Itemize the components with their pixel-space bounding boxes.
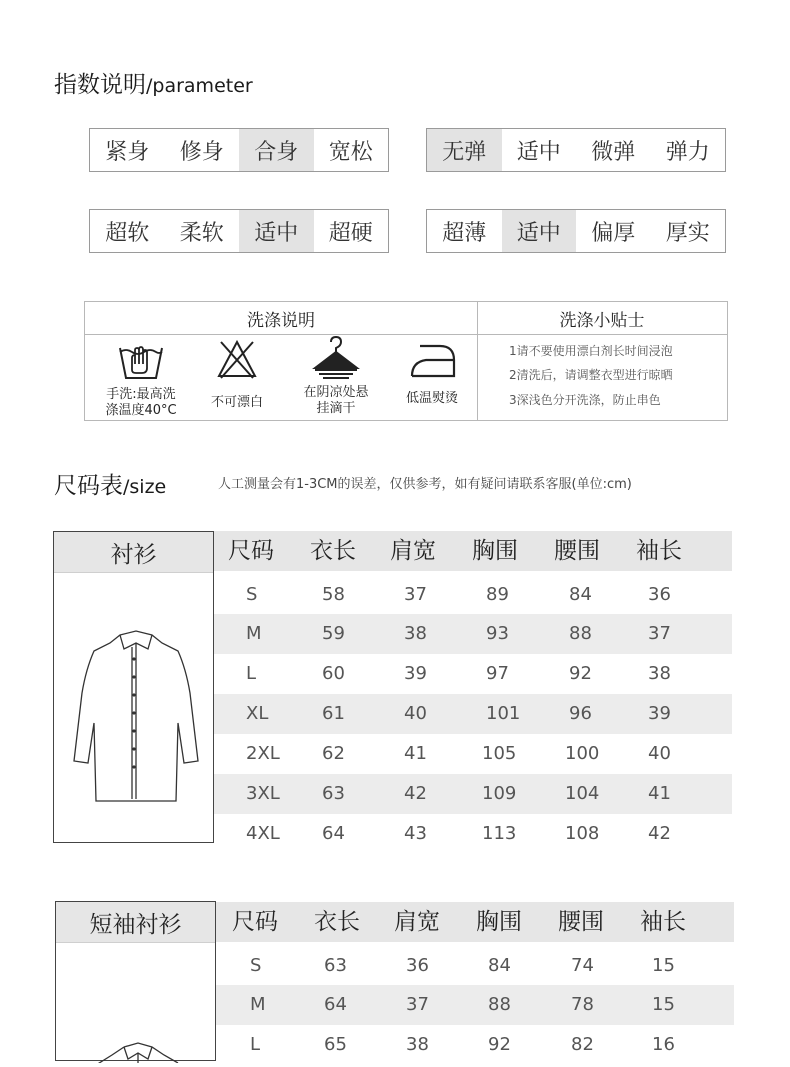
- cell-size: L: [250, 1034, 261, 1055]
- cell-size: 2XL: [246, 743, 280, 764]
- stretch-scale: [426, 128, 726, 172]
- cell-waist: 78: [571, 994, 594, 1015]
- col-sleeve-header: 袖长: [640, 909, 686, 935]
- size-note: 人工测量会有1-3CM的误差，仅供参考，如有疑问请联系客服(单位:cm): [218, 477, 632, 492]
- short-shirt-table-header-row: [216, 902, 734, 942]
- cell-shoulder: 38: [404, 623, 427, 644]
- cell-chest: 113: [482, 823, 517, 844]
- cell-sleeve: 36: [648, 584, 671, 605]
- hang-dry-item: [289, 334, 383, 417]
- softness-option-supersoft: 超软: [105, 220, 150, 246]
- cell-size: M: [250, 994, 266, 1015]
- wash-tip-2: 2清洗后，请调整衣型进行晾晒: [509, 368, 673, 382]
- fit-option-loose: 宽松: [328, 139, 373, 165]
- long-sleeve-shirt-illustration: [54, 573, 213, 843]
- wash-tip-3: 3深浅色分开洗涤，防止串色: [509, 393, 661, 407]
- cell-length: 59: [322, 623, 345, 644]
- cell-shoulder: 42: [404, 783, 427, 804]
- cell-length: 65: [324, 1034, 347, 1055]
- cell-size: L: [246, 663, 257, 684]
- low-iron-label: 低温熨烫: [405, 391, 458, 406]
- cell-shoulder: 43: [404, 823, 427, 844]
- fit-option-slim: 修身: [179, 139, 224, 165]
- cell-length: 58: [322, 584, 345, 605]
- table-row: [214, 614, 732, 654]
- cell-waist: 82: [571, 1034, 594, 1055]
- cell-chest: 101: [486, 703, 521, 724]
- table-row: [214, 694, 732, 734]
- cell-sleeve: 41: [648, 783, 671, 804]
- size-title: [54, 467, 166, 500]
- low-iron-item: [389, 342, 475, 407]
- cell-chest: 97: [486, 663, 509, 684]
- cell-size: S: [246, 584, 258, 605]
- cell-waist: 100: [565, 743, 600, 764]
- no-bleach-item: [197, 338, 277, 411]
- table-row: [216, 985, 734, 1025]
- hand-wash-label-1: 手洗:最高洗: [106, 387, 176, 402]
- cell-length: 60: [322, 663, 345, 684]
- wash-divider: [477, 302, 478, 420]
- size-title-en: /size: [123, 476, 167, 498]
- col-sleeve-header: 袖长: [636, 538, 682, 564]
- cell-size: XL: [246, 703, 269, 724]
- cell-chest: 88: [488, 994, 511, 1015]
- cell-sleeve: 39: [648, 703, 671, 724]
- cell-length: 64: [324, 994, 347, 1015]
- cell-waist: 88: [569, 623, 592, 644]
- cell-chest: 89: [486, 584, 509, 605]
- table-row: [216, 946, 734, 986]
- thickness-option-thin: 超薄: [442, 220, 487, 246]
- short-shirt-label-box: [55, 901, 216, 1061]
- parameter-title-cn: 指数说明: [54, 72, 146, 98]
- size-title-cn: 尺码表: [54, 473, 123, 499]
- cell-shoulder: 36: [406, 955, 429, 976]
- thickness-option-thick: 厚实: [665, 220, 710, 246]
- low-iron-icon: [406, 342, 458, 380]
- shirt-label-box: [53, 531, 214, 843]
- thickness-scale: [426, 209, 726, 253]
- cell-size: 3XL: [246, 783, 280, 804]
- fit-scale: [89, 128, 389, 172]
- thickness-option-thicker: 偏厚: [591, 220, 636, 246]
- cell-length: 62: [322, 743, 345, 764]
- softness-option-medium: 适中: [239, 210, 314, 252]
- cell-shoulder: 37: [404, 584, 427, 605]
- cell-waist: 104: [565, 783, 600, 804]
- shirt-table-header-row: [214, 531, 732, 571]
- cell-length: 63: [322, 783, 345, 804]
- short-sleeve-shirt-illustration: [56, 943, 215, 1063]
- softness-scale: [89, 209, 389, 253]
- cell-waist: 108: [565, 823, 600, 844]
- no-bleach-icon: [215, 338, 259, 380]
- table-row: [216, 1025, 734, 1065]
- cell-shoulder: 40: [404, 703, 427, 724]
- col-chest-header: 胸围: [476, 909, 522, 935]
- cell-length: 61: [322, 703, 345, 724]
- col-size-header: 尺码: [228, 538, 274, 564]
- col-shoulder-header: 肩宽: [394, 909, 440, 935]
- hang-dry-label-2: 挂滴干: [316, 401, 356, 416]
- cell-chest: 93: [486, 623, 509, 644]
- col-size-header: 尺码: [232, 909, 278, 935]
- stretch-option-slight: 微弹: [591, 139, 636, 165]
- cell-sleeve: 37: [648, 623, 671, 644]
- parameter-title: [54, 66, 253, 99]
- col-waist-header: 腰围: [558, 909, 604, 935]
- cell-length: 63: [324, 955, 347, 976]
- stretch-option-elastic: 弹力: [665, 139, 710, 165]
- no-bleach-label: 不可漂白: [210, 395, 263, 410]
- table-row: [214, 654, 732, 694]
- cell-waist: 74: [571, 955, 594, 976]
- cell-chest: 105: [482, 743, 517, 764]
- col-waist-header: 腰围: [554, 538, 600, 564]
- table-row: [214, 575, 732, 615]
- hang-dry-label-1: 在阴凉处悬: [303, 385, 369, 400]
- cell-waist: 92: [569, 663, 592, 684]
- table-row: [214, 734, 732, 774]
- cell-size: 4XL: [246, 823, 280, 844]
- parameter-title-en: /parameter: [146, 75, 253, 97]
- cell-sleeve: 15: [652, 994, 675, 1015]
- wash-instructions-header: 洗涤说明: [85, 302, 477, 335]
- col-length-header: 衣长: [314, 909, 360, 935]
- cell-sleeve: 42: [648, 823, 671, 844]
- wash-tip-1: 1请不要使用漂白剂长时间浸泡: [509, 344, 673, 358]
- cell-waist: 96: [569, 703, 592, 724]
- cell-shoulder: 37: [406, 994, 429, 1015]
- thickness-option-medium: 适中: [502, 210, 577, 252]
- col-chest-header: 胸围: [472, 538, 518, 564]
- cell-sleeve: 38: [648, 663, 671, 684]
- cell-chest: 92: [488, 1034, 511, 1055]
- hang-dry-shade-icon: [311, 334, 361, 380]
- short-shirt-table-label: 短袖衬衫: [56, 902, 215, 943]
- softness-option-soft: 柔软: [179, 220, 224, 246]
- fit-option-tight: 紧身: [105, 139, 150, 165]
- cell-waist: 84: [569, 584, 592, 605]
- cell-sleeve: 15: [652, 955, 675, 976]
- cell-shoulder: 39: [404, 663, 427, 684]
- shirt-table-label: 衬衫: [54, 532, 213, 573]
- cell-size: M: [246, 623, 262, 644]
- hand-wash-icon: [117, 340, 165, 382]
- table-row: [214, 814, 732, 854]
- table-row: [214, 774, 732, 814]
- cell-chest: 84: [488, 955, 511, 976]
- cell-length: 64: [322, 823, 345, 844]
- stretch-option-none: 无弹: [427, 129, 502, 171]
- cell-chest: 109: [482, 783, 517, 804]
- hand-wash-label-2: 涤温度40°C: [105, 403, 177, 418]
- col-length-header: 衣长: [310, 538, 356, 564]
- cell-sleeve: 16: [652, 1034, 675, 1055]
- cell-shoulder: 38: [406, 1034, 429, 1055]
- fit-option-regular: 合身: [239, 129, 314, 171]
- stretch-option-medium: 适中: [516, 139, 561, 165]
- cell-shoulder: 41: [404, 743, 427, 764]
- wash-table: [84, 301, 728, 421]
- hand-wash-item: [93, 340, 189, 419]
- softness-option-hard: 超硬: [328, 220, 373, 246]
- wash-tips-header: 洗涤小贴士: [477, 302, 727, 335]
- col-shoulder-header: 肩宽: [390, 538, 436, 564]
- cell-size: S: [250, 955, 262, 976]
- cell-sleeve: 40: [648, 743, 671, 764]
